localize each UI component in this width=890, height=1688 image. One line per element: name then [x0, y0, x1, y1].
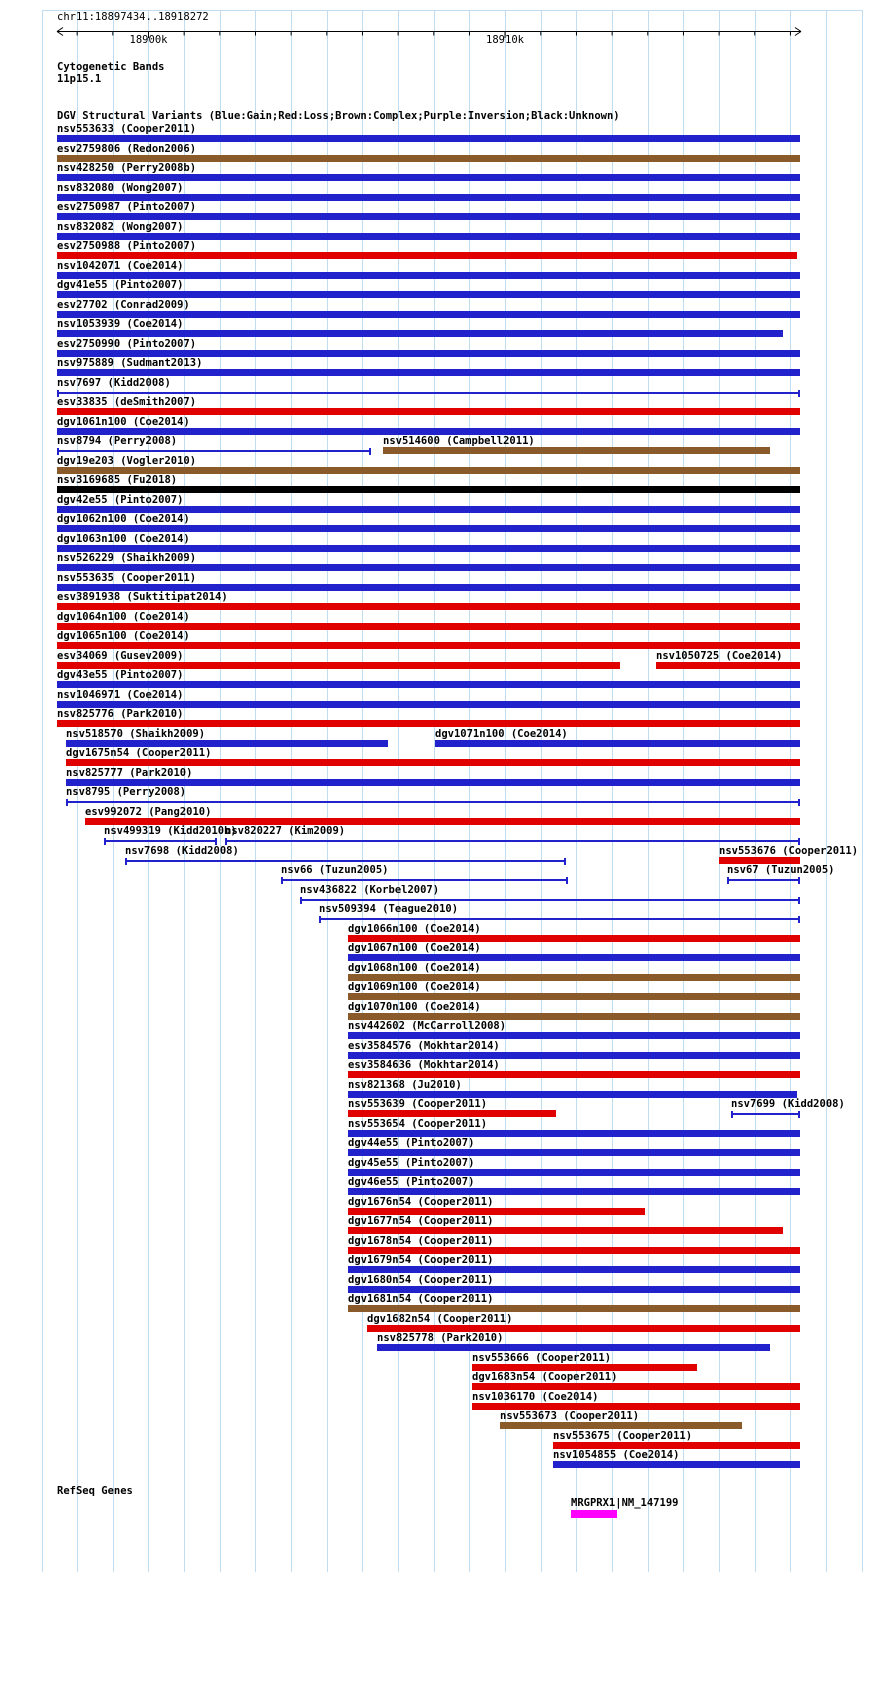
- variant-label[interactable]: nsv436822 (Korbel2007): [300, 883, 440, 896]
- variant-bar[interactable]: [348, 1169, 800, 1176]
- grid-line: [255, 10, 256, 1572]
- variant-label[interactable]: dgv44e55 (Pinto2007): [348, 1137, 475, 1149]
- variant-bar[interactable]: [348, 1305, 800, 1312]
- variant-span-end-tick: [798, 799, 800, 806]
- variant-span-start-tick: [104, 838, 106, 845]
- variant-span-line[interactable]: [104, 840, 217, 842]
- variant-bar[interactable]: [85, 818, 800, 825]
- variant-bar[interactable]: [57, 135, 800, 142]
- grid-line: [327, 10, 328, 1572]
- grid-line: [42, 10, 43, 1572]
- variant-bar[interactable]: [435, 740, 800, 747]
- variant-label[interactable]: dgv1065n100 (Coe2014): [57, 630, 190, 642]
- variant-label[interactable]: nsv825777 (Park2010): [66, 766, 193, 779]
- variant-span-end-tick: [369, 448, 371, 455]
- variant-span-line[interactable]: [727, 879, 800, 881]
- variant-bar[interactable]: [57, 623, 800, 630]
- variant-label[interactable]: dgv43e55 (Pinto2007): [57, 669, 184, 681]
- variant-label[interactable]: nsv825778 (Park2010): [377, 1332, 504, 1344]
- variant-label[interactable]: nsv832080 (Wong2007): [57, 181, 184, 194]
- variant-label[interactable]: nsv1050725 (Coe2014): [656, 649, 783, 662]
- variant-bar[interactable]: [472, 1403, 800, 1410]
- variant-label[interactable]: dgv1069n100 (Coe2014): [348, 981, 481, 993]
- variant-bar[interactable]: [57, 603, 800, 610]
- variant-bar[interactable]: [57, 681, 800, 688]
- variant-span-end-tick: [564, 858, 566, 865]
- variant-label[interactable]: nsv442602 (McCarroll2008): [348, 1020, 507, 1032]
- variant-label[interactable]: nsv7698 (Kidd2008): [125, 844, 239, 857]
- variant-span-line[interactable]: [225, 840, 800, 842]
- variant-label[interactable]: dgv1062n100 (Coe2014): [57, 513, 190, 525]
- track-title-refseq: RefSeq Genes: [57, 1485, 133, 1497]
- variant-bar[interactable]: [348, 1110, 556, 1117]
- variant-label[interactable]: dgv1681n54 (Cooper2011): [348, 1293, 494, 1305]
- variant-bar[interactable]: [57, 252, 797, 259]
- variant-bar[interactable]: [57, 525, 800, 532]
- grid-line: [576, 10, 577, 1572]
- variant-bar[interactable]: [348, 1149, 800, 1156]
- variant-label[interactable]: nsv553639 (Cooper2011): [348, 1098, 488, 1110]
- variant-bar[interactable]: [57, 155, 800, 162]
- variant-span-end-tick: [566, 877, 568, 884]
- variant-label[interactable]: nsv553633 (Cooper2011): [57, 123, 197, 135]
- ruler-tick-label: 18910k: [486, 34, 524, 46]
- variant-span-start-tick: [727, 877, 729, 884]
- variant-label[interactable]: nsv518570 (Shaikh2009): [66, 727, 206, 740]
- variant-bar[interactable]: [57, 545, 800, 552]
- variant-span-start-tick: [300, 897, 302, 904]
- grid-line: [220, 10, 221, 1572]
- gene-label[interactable]: MRGPRX1|NM_147199: [571, 1497, 679, 1509]
- variant-label[interactable]: esv2750990 (Pinto2007): [57, 337, 197, 350]
- variant-span-end-tick: [798, 838, 800, 845]
- variant-bar[interactable]: [57, 369, 800, 376]
- variant-span-start-tick: [125, 858, 127, 865]
- variant-label[interactable]: nsv509394 (Teague2010): [319, 903, 459, 915]
- variant-label[interactable]: esv3584576 (Mokhtar2014): [348, 1039, 500, 1052]
- variant-span-start-tick: [57, 448, 59, 455]
- variant-label[interactable]: nsv526229 (Shaikh2009): [57, 552, 197, 564]
- variant-bar[interactable]: [66, 759, 800, 766]
- variant-label[interactable]: dgv46e55 (Pinto2007): [348, 1176, 475, 1188]
- variant-label[interactable]: dgv42e55 (Pinto2007): [57, 493, 184, 506]
- variant-label[interactable]: dgv45e55 (Pinto2007): [348, 1156, 475, 1169]
- region-label: chr11:18897434..18918272: [57, 11, 209, 23]
- variant-bar[interactable]: [57, 194, 800, 201]
- grid-line: [826, 10, 827, 1572]
- variant-label[interactable]: esv3584636 (Mokhtar2014): [348, 1059, 500, 1071]
- variant-label[interactable]: nsv553673 (Cooper2011): [500, 1410, 640, 1422]
- variant-label[interactable]: esv34069 (Gusev2009): [57, 649, 184, 662]
- grid-line: [291, 10, 292, 1572]
- variant-bar[interactable]: [57, 233, 800, 240]
- variant-bar[interactable]: [57, 584, 800, 591]
- variant-label[interactable]: nsv825776 (Park2010): [57, 708, 184, 720]
- variant-label[interactable]: nsv499319 (Kidd2010b): [104, 825, 237, 837]
- variant-bar[interactable]: [553, 1461, 800, 1468]
- variant-bar[interactable]: [57, 311, 800, 318]
- variant-label[interactable]: nsv7699 (Kidd2008): [731, 1098, 845, 1110]
- variant-bar[interactable]: [57, 408, 800, 415]
- variant-bar[interactable]: [57, 720, 800, 727]
- variant-label[interactable]: dgv19e203 (Vogler2010): [57, 454, 197, 467]
- variant-label[interactable]: nsv8794 (Perry2008): [57, 435, 178, 447]
- grid-line: [862, 10, 863, 1572]
- grid-line: [541, 10, 542, 1572]
- variant-label[interactable]: dgv1068n100 (Coe2014): [348, 961, 481, 974]
- cytoband-label: 11p15.1: [57, 73, 102, 85]
- variant-label[interactable]: nsv553666 (Cooper2011): [472, 1351, 612, 1364]
- variant-label[interactable]: esv2759806 (Redon2006): [57, 142, 197, 155]
- grid-line: [719, 10, 720, 1572]
- variant-bar[interactable]: [377, 1344, 770, 1351]
- variant-label[interactable]: dgv1070n100 (Coe2014): [348, 1000, 481, 1013]
- variant-bar[interactable]: [500, 1422, 742, 1429]
- variant-bar[interactable]: [348, 1247, 800, 1254]
- variant-bar[interactable]: [553, 1442, 800, 1449]
- variant-label[interactable]: dgv1063n100 (Coe2014): [57, 532, 190, 545]
- grid-line: [612, 10, 613, 1572]
- variant-span-start-tick: [225, 838, 227, 845]
- variant-label[interactable]: nsv553676 (Cooper2011): [719, 844, 859, 857]
- variant-label[interactable]: esv992072 (Pang2010): [85, 805, 212, 818]
- variant-label[interactable]: nsv1036170 (Coe2014): [472, 1390, 599, 1403]
- variant-bar[interactable]: [348, 1130, 800, 1137]
- variant-bar[interactable]: [348, 1286, 800, 1293]
- variant-span-line[interactable]: [57, 392, 800, 394]
- variant-bar[interactable]: [57, 662, 620, 669]
- variant-span-start-tick: [731, 1111, 733, 1118]
- variant-label[interactable]: nsv975889 (Sudmant2013): [57, 357, 203, 369]
- variant-label[interactable]: nsv553635 (Cooper2011): [57, 571, 197, 584]
- variant-bar[interactable]: [57, 330, 783, 337]
- variant-bar[interactable]: [57, 428, 800, 435]
- variant-bar[interactable]: [57, 506, 800, 513]
- variant-span-end-tick: [798, 877, 800, 884]
- variant-label[interactable]: dgv1683n54 (Cooper2011): [472, 1371, 618, 1383]
- track-title-dgv: DGV Structural Variants (Blue:Gain;Red:Loss;Brown:Complex;Purple:Inversion;Black:Unknown): [57, 110, 620, 122]
- variant-span-line[interactable]: [731, 1113, 800, 1115]
- variant-bar[interactable]: [367, 1325, 800, 1332]
- variant-bar[interactable]: [348, 974, 800, 981]
- variant-bar[interactable]: [66, 740, 388, 747]
- variant-label[interactable]: nsv8795 (Perry2008): [66, 786, 187, 798]
- variant-span-line[interactable]: [57, 450, 371, 452]
- variant-label[interactable]: esv2750988 (Pinto2007): [57, 240, 197, 252]
- variant-bar[interactable]: [57, 291, 800, 298]
- variant-label[interactable]: nsv428250 (Perry2008b): [57, 162, 197, 174]
- variant-span-line[interactable]: [281, 879, 568, 881]
- variant-bar[interactable]: [348, 1071, 800, 1078]
- variant-bar[interactable]: [348, 1091, 797, 1098]
- grid-line: [362, 10, 363, 1572]
- variant-label[interactable]: dgv41e55 (Pinto2007): [57, 279, 184, 291]
- variant-label[interactable]: nsv1054855 (Coe2014): [553, 1449, 680, 1461]
- variant-bar[interactable]: [348, 935, 800, 942]
- variant-label[interactable]: esv2750987 (Pinto2007): [57, 201, 197, 213]
- variant-bar[interactable]: [348, 1032, 800, 1039]
- variant-label[interactable]: nsv1046971 (Coe2014): [57, 688, 184, 701]
- variant-bar[interactable]: [383, 447, 770, 454]
- variant-span-line[interactable]: [300, 899, 800, 901]
- track-title-cytobands: Cytogenetic Bands: [57, 61, 165, 73]
- variant-bar[interactable]: [656, 662, 800, 669]
- variant-label[interactable]: nsv66 (Tuzun2005): [281, 864, 389, 876]
- variant-label[interactable]: nsv3169685 (Fu2018): [57, 474, 178, 486]
- grid-line: [648, 10, 649, 1572]
- variant-label[interactable]: nsv820227 (Kim2009): [225, 825, 346, 837]
- variant-bar[interactable]: [348, 954, 800, 961]
- variant-label[interactable]: dgv1064n100 (Coe2014): [57, 610, 190, 623]
- variant-bar[interactable]: [57, 272, 800, 279]
- variant-span-line[interactable]: [319, 918, 800, 920]
- variant-bar[interactable]: [472, 1383, 800, 1390]
- variant-span-end-tick: [798, 897, 800, 904]
- variant-label[interactable]: dgv1067n100 (Coe2014): [348, 942, 481, 954]
- variant-bar[interactable]: [57, 213, 800, 220]
- variant-label[interactable]: nsv832082 (Wong2007): [57, 220, 184, 233]
- variant-label[interactable]: esv27702 (Conrad2009): [57, 298, 190, 311]
- variant-span-end-tick: [798, 390, 800, 397]
- variant-bar[interactable]: [348, 1227, 783, 1234]
- variant-bar[interactable]: [348, 1266, 800, 1273]
- variant-label[interactable]: nsv67 (Tuzun2005): [727, 864, 835, 876]
- variant-bar[interactable]: [57, 174, 800, 181]
- variant-bar[interactable]: [57, 350, 800, 357]
- ruler-tick-label: 18900k: [129, 34, 168, 46]
- variant-span-line[interactable]: [125, 860, 566, 862]
- variant-label[interactable]: nsv553675 (Cooper2011): [553, 1429, 693, 1442]
- variant-bar[interactable]: [57, 642, 800, 649]
- variant-label[interactable]: dgv1680n54 (Cooper2011): [348, 1273, 494, 1286]
- variant-label[interactable]: nsv553654 (Cooper2011): [348, 1117, 488, 1130]
- variant-label[interactable]: dgv1676n54 (Cooper2011): [348, 1195, 494, 1208]
- grid-line: [683, 10, 684, 1572]
- gene-bar[interactable]: [571, 1510, 617, 1518]
- variant-label[interactable]: esv3891938 (Suktitipat2014): [57, 591, 228, 603]
- variant-bar[interactable]: [57, 564, 800, 571]
- variant-bar[interactable]: [348, 1208, 645, 1215]
- variant-label[interactable]: dgv1679n54 (Cooper2011): [348, 1254, 494, 1266]
- variant-bar[interactable]: [57, 701, 800, 708]
- variant-bar[interactable]: [57, 467, 800, 474]
- variant-label[interactable]: nsv7697 (Kidd2008): [57, 376, 171, 389]
- variant-span-end-tick: [215, 838, 217, 845]
- variant-bar[interactable]: [348, 1052, 800, 1059]
- variant-bar[interactable]: [348, 993, 800, 1000]
- grid-line: [755, 10, 756, 1572]
- variant-span-end-tick: [798, 916, 800, 923]
- variant-label[interactable]: esv33835 (deSmith2007): [57, 396, 197, 408]
- variant-label[interactable]: nsv1053939 (Coe2014): [57, 318, 184, 330]
- variant-span-start-tick: [66, 799, 68, 806]
- grid-line: [505, 10, 506, 1572]
- variant-label[interactable]: nsv514600 (Campbell2011): [383, 435, 535, 447]
- variant-label[interactable]: dgv1677n54 (Cooper2011): [348, 1215, 494, 1227]
- variant-bar[interactable]: [472, 1364, 697, 1371]
- variant-label[interactable]: dgv1682n54 (Cooper2011): [367, 1312, 513, 1325]
- variant-bar[interactable]: [57, 486, 800, 493]
- variant-span-end-tick: [798, 1111, 800, 1118]
- variant-span-start-tick: [319, 916, 321, 923]
- variant-span-start-tick: [281, 877, 283, 884]
- variant-label[interactable]: nsv821368 (Ju2010): [348, 1078, 462, 1091]
- variant-span-line[interactable]: [66, 801, 800, 803]
- variant-bar[interactable]: [348, 1188, 800, 1195]
- variant-label[interactable]: dgv1071n100 (Coe2014): [435, 727, 568, 740]
- variant-label[interactable]: dgv1066n100 (Coe2014): [348, 922, 481, 935]
- variant-label[interactable]: dgv1061n100 (Coe2014): [57, 415, 190, 428]
- variant-label[interactable]: nsv1042071 (Coe2014): [57, 259, 184, 272]
- variant-label[interactable]: dgv1678n54 (Cooper2011): [348, 1234, 494, 1247]
- variant-bar[interactable]: [348, 1013, 800, 1020]
- grid-line: [790, 10, 791, 1572]
- variant-label[interactable]: dgv1675n54 (Cooper2011): [66, 747, 212, 759]
- variant-bar[interactable]: [66, 779, 800, 786]
- variant-bar[interactable]: [719, 857, 800, 864]
